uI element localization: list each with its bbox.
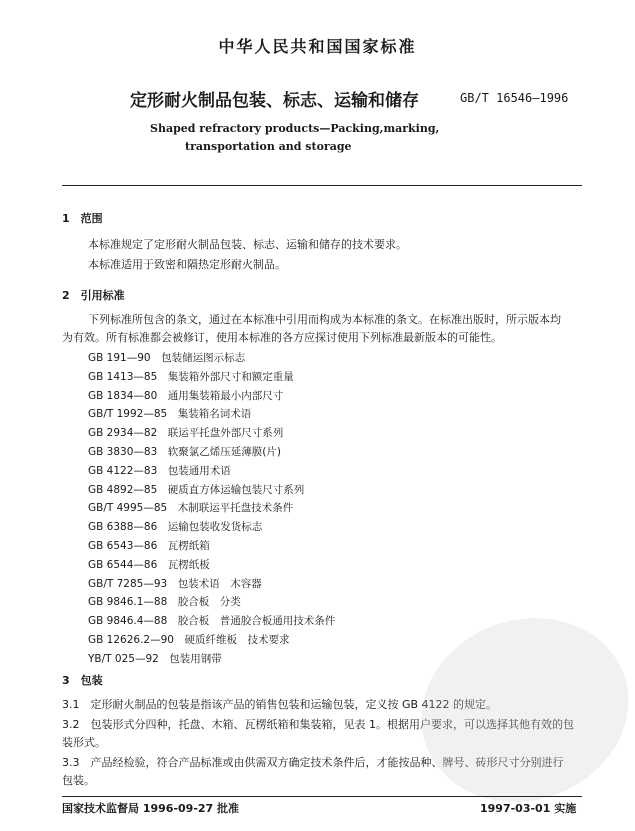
section-1-paragraph-2: 本标准适用于致密和隔热定形耐火制品。 xyxy=(88,258,286,271)
document-title-english-line-2: transportation and storage xyxy=(185,140,352,153)
clause-3-2-line-2: 装形式。 xyxy=(62,736,106,749)
referenced-standards-list xyxy=(88,349,335,669)
effective-date: 1997-03-01 实施 xyxy=(480,802,577,815)
reference-item: GB 1413—85 集装箱外部尺寸和额定重量 xyxy=(88,370,294,383)
reference-item: GB/T 7285—93 包装术语 木容器 xyxy=(88,577,262,590)
section-1-heading: 1 范围 xyxy=(62,212,103,225)
header-divider xyxy=(62,185,582,186)
clause-3-3-line-1: 3.3 产品经检验，符合产品标准或由供需双方确定技术条件后，才能按品种、牌号、砖形尺寸分别进行 xyxy=(62,756,564,769)
reference-item: YB/T 025—92 包装用钢带 xyxy=(88,652,222,665)
watermark-seal xyxy=(396,590,635,831)
section-2-intro-line-1: 下列标准所包含的条文，通过在本标准中引用而构成为本标准的条文。在标准出版时，所示版本均 xyxy=(88,313,561,326)
section-2-heading: 2 引用标准 xyxy=(62,289,125,302)
section-2-intro-line-2: 为有效。所有标准都会被修订，使用本标准的各方应探讨使用下列标准最新版本的可能性。 xyxy=(62,331,502,344)
clause-3-3-line-2: 包装。 xyxy=(62,774,95,787)
document-title-english-line-1: Shaped refractory products—Packing,marking, xyxy=(150,122,440,135)
reference-item: GB 9846.1—88 胶合板 分类 xyxy=(88,596,241,609)
reference-item: GB 1834—80 通用集装箱最小内部尺寸 xyxy=(88,389,284,402)
reference-item: GB 3830—83 软聚氯乙烯压延薄膜(片) xyxy=(88,445,281,458)
reference-item: GB 6544—86 瓦楞纸板 xyxy=(88,558,210,571)
footer-divider xyxy=(62,796,582,797)
reference-item: GB 6388—86 运输包装收发货标志 xyxy=(88,521,263,534)
reference-item: GB 6543—86 瓦楞纸箱 xyxy=(88,539,210,552)
clause-3-2-line-1: 3.2 包装形式分四种，托盘、木箱、瓦楞纸箱和集装箱，见表 1。根据用户要求，可以选择其他有效的包 xyxy=(62,718,574,731)
standard-number: GB/T 16546—1996 xyxy=(460,91,569,105)
approval-date: 国家技术监督局 1996-09-27 批准 xyxy=(62,802,240,815)
issuing-country: 中华人民共和国国家标准 xyxy=(218,37,417,56)
reference-item: GB 4892—85 硬质直方体运输包装尺寸系列 xyxy=(88,483,305,496)
document-title-chinese: 定形耐火制品包装、标志、运输和储存 xyxy=(130,91,419,111)
clause-3-1: 3.1 定形耐火制品的包装是指该产品的销售包装和运输包装，定义按 GB 4122 的规定。 xyxy=(62,698,498,711)
reference-item: GB/T 1992—85 集装箱名词术语 xyxy=(88,408,252,421)
reference-item: GB 4122—83 包装通用术语 xyxy=(88,464,231,477)
reference-item: GB/T 4995—85 木制联运平托盘技术条件 xyxy=(88,502,294,515)
reference-item: GB 12626.2—90 硬质纤维板 技术要求 xyxy=(88,633,290,646)
reference-item: GB 191—90 包装储运图示标志 xyxy=(88,352,246,364)
section-3-heading: 3 包装 xyxy=(62,674,103,687)
reference-item: GB 9846.4—88 胶合板 普通胶合板通用技术条件 xyxy=(88,615,336,628)
section-1-paragraph-1: 本标准规定了定形耐火制品包装、标志、运输和储存的技术要求。 xyxy=(88,238,407,251)
reference-item: GB 2934—82 联运平托盘外部尺寸系列 xyxy=(88,427,284,440)
